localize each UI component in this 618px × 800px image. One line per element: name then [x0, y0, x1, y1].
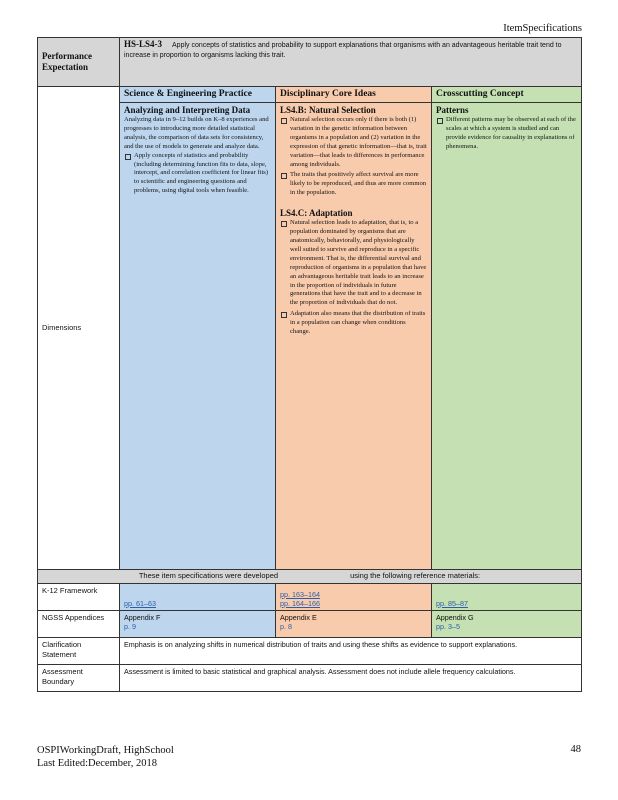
references-left: These item specifications were developed: [138, 571, 279, 580]
dimensions-label: Dimensions: [38, 87, 120, 570]
k12-ccc-link[interactable]: pp. 85–87: [436, 598, 468, 608]
k12-label: K-12 Framework: [38, 583, 120, 610]
ngss-dci-title: Appendix E: [280, 612, 317, 622]
k12-sep: [120, 583, 276, 610]
list-item: The traits that positively affect survival are more likely to be reproduced, and thus are more common in the population.: [290, 171, 427, 197]
ngss-label: NGSS Appendices: [38, 610, 120, 637]
ngss-sep-title: Appendix F: [124, 612, 161, 622]
ngss-ccc: [432, 610, 582, 637]
k12-dci-link-2[interactable]: pp. 164–166: [280, 598, 320, 608]
sep-cell: [120, 103, 276, 570]
pe-row: [38, 38, 582, 87]
ccc-subheader: Patterns: [436, 105, 469, 115]
sep-subheader: Analyzing and Interpreting Data: [124, 105, 251, 115]
pe-label: Performance Expectation: [38, 38, 120, 87]
ngss-row: [38, 610, 582, 637]
clarification-row: [38, 637, 582, 664]
dci-section-title: LS4.C: Adaptation: [280, 208, 353, 219]
references-row: [38, 570, 582, 584]
ngss-ccc-page: pp. 3–5: [436, 621, 460, 631]
list-item: Apply concepts of statistics and probability (including determining function fits to data, slope, intercept, and correlation coefficient for linear fits) to scientific and engineering questions and problems, using digital tools when feasible.: [134, 152, 271, 197]
k12-row: [38, 583, 582, 610]
clarification-text: Emphasis is on analyzing shifts in numerical distribution of traits and using these shifts as evidence to support explanations.: [120, 637, 582, 664]
clarification-label: Clarification Statement: [38, 637, 120, 664]
footer-line-1: OSPIWorkingDraft, HighSchool: [37, 745, 174, 756]
dimensions-content-row: [38, 103, 582, 570]
page-number: 48: [570, 744, 581, 755]
assessment-text: Assessment is limited to basic statistical and graphical analysis. Assessment does not include allele frequency calculations.: [120, 664, 582, 691]
references-cell: [38, 570, 582, 584]
k12-dci: [276, 583, 432, 610]
list-item: Different patterns may be observed at each of the scales at which a system is studied and can provide evidence for causality in explanations of phenomena.: [446, 116, 576, 150]
dci-section-title: LS4.B: Natural Selection: [280, 105, 376, 115]
footer: [37, 744, 174, 770]
footer-line-2: Last Edited:December, 2018: [37, 758, 157, 769]
sep-intro: Analyzing data in 9–12 builds on K–8 experiences and progresses to introducing more detailed statistical analysis, the comparison of data sets for consistency, and the use of models to generate and analyze data.: [124, 116, 269, 150]
assessment-label: Assessment Boundary: [38, 664, 120, 691]
references-right: using the following reference materials:: [350, 571, 481, 580]
k12-ccc: [432, 583, 582, 610]
item-spec-table: [37, 37, 582, 692]
list-item: Natural selection leads to adaptation, that is, to a population dominated by organisms that are anatomically, behaviorally, and physiologically well suited to survive and reproduce in a specific environment. That is, the differential survival and reproduction of organisms in a population that have an advantageous heritable trait leads to an increase in the proportion of individuals in future generations that have the trait and to a decrease in the proportion of individuals that do not.: [290, 219, 427, 307]
ngss-sep-page: p. 9: [124, 621, 136, 631]
dci-bullets-ls4c: [280, 219, 427, 337]
ccc-bullets: [436, 116, 577, 152]
dci-cell: [276, 103, 432, 570]
header-title: ItemSpecifications: [503, 23, 582, 34]
ngss-dci: [276, 610, 432, 637]
sep-bullets: [124, 152, 271, 197]
dimensions-header-row: [38, 87, 582, 103]
k12-sep-link[interactable]: pp. 61–63: [124, 598, 156, 608]
pe-code: HS-LS4-3: [124, 39, 163, 49]
dci-bullets-ls4b: [280, 116, 427, 198]
ngss-sep: [120, 610, 276, 637]
ngss-ccc-title: Appendix G: [436, 612, 474, 622]
ccc-header: Crosscutting Concept: [432, 87, 582, 103]
dci-header: Disciplinary Core Ideas: [276, 87, 432, 103]
list-item: Adaptation also means that the distribution of traits in a population can change when conditions change.: [290, 310, 426, 336]
assessment-row: [38, 664, 582, 691]
pe-content: [120, 38, 582, 87]
ngss-dci-page: p. 8: [280, 621, 292, 631]
sep-header: Science & Engineering Practice: [120, 87, 276, 103]
list-item: Natural selection occurs only if there is both (1) variation in the genetic information between organisms in a population and (2) variation in the expression of that genetic information—that is, trait variation—that leads to differences in performance among individuals.: [290, 116, 427, 168]
k12-dci-link-1[interactable]: pp. 163–164: [280, 589, 320, 599]
ccc-cell: [432, 103, 582, 570]
pe-text: Apply concepts of statistics and probability to support explanations that organisms with an advantageous heritable trait tend to increase in proportion to organisms lacking this trait.: [124, 42, 562, 59]
